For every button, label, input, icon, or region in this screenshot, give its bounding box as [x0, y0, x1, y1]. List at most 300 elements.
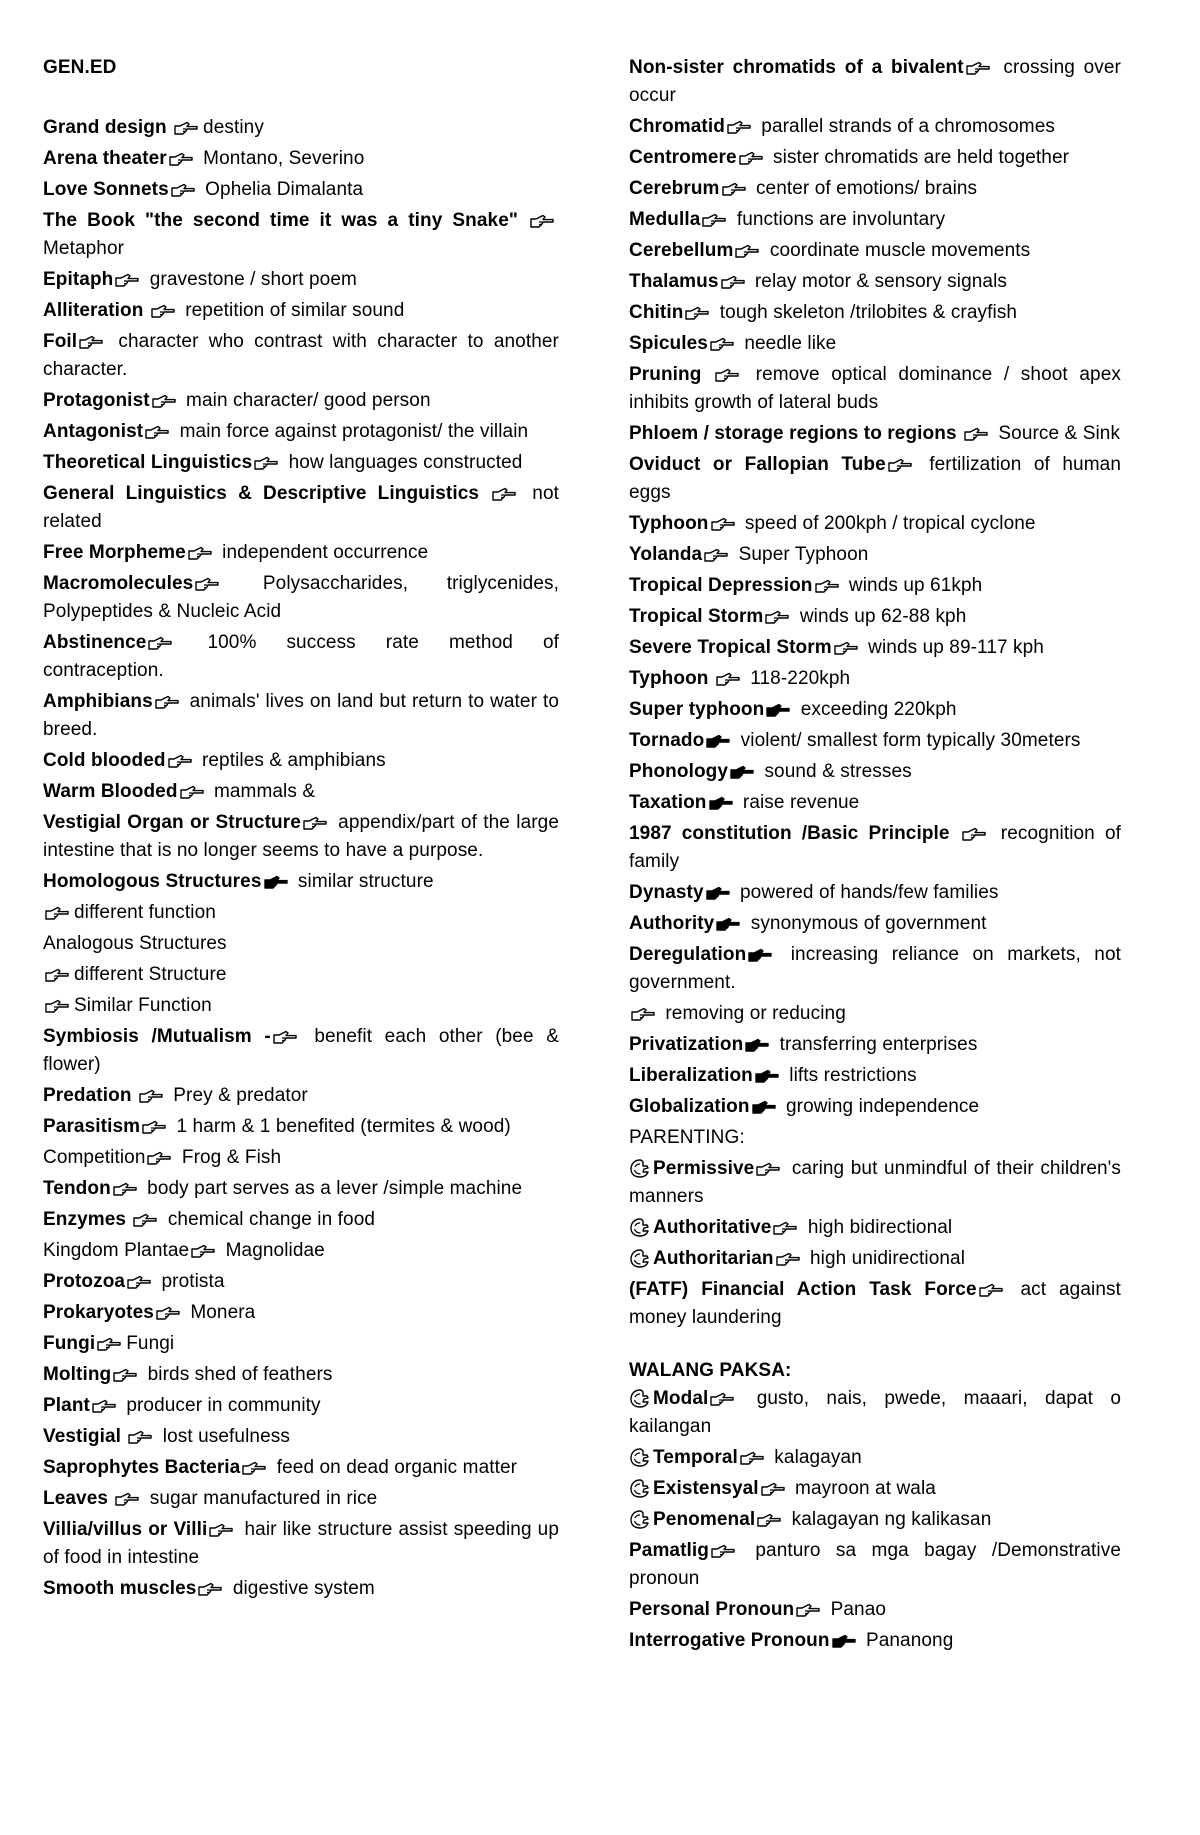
entry-term: Pruning: [629, 364, 714, 385]
pointing-hand-icon: [754, 1066, 780, 1084]
pointing-hand-icon: [701, 210, 727, 228]
entry-term: Severe Tropical Storm: [629, 637, 832, 658]
entry-definition: sister chromatids are held together: [767, 147, 1070, 168]
pointing-hand-icon: [715, 669, 741, 687]
glossary-entry: [629, 361, 1121, 417]
entry-definition: 1 harm & 1 benefited (termites & wood): [171, 1116, 511, 1137]
entry-definition: Ophelia Dimalanta: [199, 179, 364, 200]
entry-definition: appendix/part of the large intestine that is no longer seems to have a purpose.: [43, 812, 559, 861]
pointing-hand-icon: [887, 455, 913, 473]
glossary-entry: [43, 688, 559, 744]
entry-definition: winds up 61kph: [843, 575, 983, 596]
pointing-hand-icon: [720, 272, 746, 290]
glossary-entry: [629, 54, 1121, 110]
entry-term: Protozoa: [43, 1271, 126, 1292]
entry-definition: producer in community: [120, 1395, 321, 1416]
pointing-hand-icon: [961, 824, 987, 842]
entry-definition: mammals &: [208, 781, 316, 802]
entry-term: Competition: [43, 1147, 146, 1168]
entry-definition: repetition of similar sound: [179, 300, 405, 321]
pointing-hand-icon: [112, 1365, 138, 1383]
entry-definition: body part serves as a lever /simple machine: [141, 1178, 523, 1199]
pointing-hand-icon: [755, 1159, 781, 1177]
entry-term: Authoritative: [653, 1217, 772, 1238]
entry-term: Authoritarian: [653, 1248, 774, 1269]
entry-definition: relay motor & sensory signals: [749, 271, 1007, 292]
pointing-hand-icon: [772, 1218, 798, 1236]
glossary-entry: [43, 449, 559, 477]
glossary-entry: [43, 387, 559, 415]
glossary-entry: [43, 1082, 559, 1110]
pointing-hand-icon: [44, 903, 70, 921]
pointing-hand-icon: [132, 1210, 158, 1228]
entry-term: Molting: [43, 1364, 112, 1385]
entry-term: Chromatid: [629, 116, 725, 137]
entry-definition: raise revenue: [737, 792, 860, 813]
sub-point: [629, 1000, 1121, 1028]
glossary-entry: [629, 941, 1121, 997]
pointing-hand-icon: [709, 1389, 735, 1407]
glossary-entry: [43, 1268, 559, 1296]
entry-term: Typhoon: [629, 513, 709, 534]
pointing-hand-icon: [167, 751, 193, 769]
glossary-entry: [43, 207, 559, 263]
glossary-entry: [629, 879, 1121, 907]
glossary-entry: [43, 1237, 559, 1265]
pointing-hand-icon: [146, 1148, 172, 1166]
entry-definition: kalagayan: [768, 1447, 862, 1468]
pointing-hand-icon: [78, 332, 104, 350]
fancy-bullet-icon: [629, 1447, 651, 1467]
pointing-hand-icon: [738, 148, 764, 166]
sub-point-text: removing or reducing: [660, 1003, 846, 1024]
entry-term: Typhoon: [629, 668, 714, 689]
glossary-entry: [629, 634, 1121, 662]
glossary-entry: [43, 266, 559, 294]
entry-definition: not related: [43, 483, 559, 532]
entry-term: Taxation: [629, 792, 707, 813]
pointing-hand-icon: [44, 996, 70, 1014]
glossary-entry: [43, 297, 559, 325]
pointing-hand-icon: [756, 1510, 782, 1528]
entry-definition: Prey & predator: [167, 1085, 308, 1106]
glossary-entry: [43, 809, 559, 865]
pointing-hand-icon: [197, 1579, 223, 1597]
glossary-entry: [629, 510, 1121, 538]
entry-term: Permissive: [653, 1158, 755, 1179]
pointing-hand-icon: [168, 149, 194, 167]
entry-term: Globalization: [629, 1096, 750, 1117]
entry-term: Yolanda: [629, 544, 703, 565]
pointing-hand-icon: [630, 1004, 656, 1022]
plain-label-text: PARENTING:: [629, 1127, 745, 1148]
pointing-hand-icon: [253, 453, 279, 471]
entry-term: Grand design: [43, 117, 173, 138]
glossary-entry: [43, 1023, 559, 1079]
pointing-hand-icon: [147, 633, 173, 651]
pointing-hand-icon: [739, 1448, 765, 1466]
pointing-hand-icon: [187, 543, 213, 561]
entry-term: Authority: [629, 913, 715, 934]
left-column: [43, 54, 559, 1606]
entry-definition: birds shed of feathers: [142, 1364, 333, 1385]
glossary-entry: [629, 330, 1121, 358]
glossary-entry: [43, 1175, 559, 1203]
entry-definition: Montano, Severino: [197, 148, 365, 169]
glossary-entry: [629, 113, 1121, 141]
entry-definition: remove optical dominance / shoot apex inhibits growth of lateral buds: [629, 364, 1121, 413]
entry-term: Temporal: [653, 1447, 738, 1468]
entry-definition: digestive system: [227, 1578, 375, 1599]
glossary-entry: [43, 1392, 559, 1420]
entry-term: Vestigial: [43, 1426, 127, 1447]
glossary-entry: [629, 665, 1121, 693]
entry-definition: reptiles & amphibians: [196, 750, 386, 771]
entry-definition: parallel strands of a chromosomes: [755, 116, 1055, 137]
glossary-entry: [629, 1245, 1121, 1273]
entry-definition: violent/ smallest form typically 30meters: [735, 730, 1081, 751]
pointing-hand-icon: [705, 731, 731, 749]
pointing-hand-icon: [141, 1117, 167, 1135]
entry-definition: exceeding 220kph: [795, 699, 957, 720]
fancy-bullet-icon: [629, 1509, 651, 1529]
pointing-hand-icon: [173, 118, 199, 136]
fancy-bullet-icon: [629, 1388, 651, 1408]
glossary-entry: [43, 114, 559, 142]
pointing-hand-icon: [127, 1427, 153, 1445]
entry-term: Centromere: [629, 147, 737, 168]
pointing-hand-icon: [710, 514, 736, 532]
glossary-entry: [43, 570, 559, 626]
glossary-entry: [629, 1444, 1121, 1472]
entry-term: Vestigial Organ or Structure: [43, 812, 301, 833]
entry-term: Existensyal: [653, 1478, 759, 1499]
pointing-hand-icon: [814, 576, 840, 594]
entry-definition: powered of hands/few families: [734, 882, 999, 903]
entry-term: Fungi: [43, 1333, 96, 1354]
entry-term: Plant: [43, 1395, 90, 1416]
entry-definition: protista: [156, 1271, 225, 1292]
glossary-entry: [629, 727, 1121, 755]
entry-term: Protagonist: [43, 390, 150, 411]
entry-definition: character who contrast with character to another character.: [43, 331, 559, 380]
pointing-hand-icon: [114, 1489, 140, 1507]
pointing-hand-icon: [684, 303, 710, 321]
entry-term: Predation: [43, 1085, 137, 1106]
entry-definition: increasing reliance on markets, not government.: [629, 944, 1121, 993]
glossary-entry: [629, 1537, 1121, 1593]
entry-definition: 100% success rate method of contraception.: [43, 632, 559, 681]
entry-definition: caring but unmindful of their children's manners: [629, 1158, 1121, 1207]
entry-definition: growing independence: [780, 1096, 980, 1117]
entry-definition: sugar manufactured in rice: [144, 1488, 378, 1509]
entry-definition: sound & stresses: [759, 761, 912, 782]
entry-definition: Magnolidae: [220, 1240, 325, 1261]
entry-definition: transferring enterprises: [774, 1034, 978, 1055]
entry-term: The Book "the second time it was a tiny Snake": [43, 210, 528, 231]
entry-term: Foil: [43, 331, 78, 352]
entry-term: Phloem / storage regions to regions: [629, 423, 962, 444]
entry-definition: 118-220kph: [744, 668, 851, 689]
pointing-hand-icon: [112, 1179, 138, 1197]
pointing-hand-icon: [155, 1303, 181, 1321]
entry-term: Privatization: [629, 1034, 744, 1055]
entry-definition: animals' lives on land but return to water to breed.: [43, 691, 559, 740]
entry-term: Pamatlig: [629, 1540, 709, 1561]
entry-term: Tornado: [629, 730, 705, 751]
entry-definition: recognition of family: [629, 823, 1121, 872]
glossary-entry: [43, 539, 559, 567]
entry-term: Arena theater: [43, 148, 167, 169]
glossary-entry: [43, 480, 559, 536]
pointing-hand-icon: [208, 1520, 234, 1538]
pointing-hand-icon: [721, 179, 747, 197]
entry-definition: fertilization of human eggs: [629, 454, 1121, 503]
glossary-entry: [629, 1093, 1121, 1121]
pointing-hand-icon: [241, 1458, 267, 1476]
sub-point-text: Similar Function: [74, 995, 212, 1016]
glossary-entry: [629, 696, 1121, 724]
entry-term: Medulla: [629, 209, 701, 230]
entry-definition: coordinate muscle movements: [764, 240, 1031, 261]
glossary-entry: [43, 1144, 559, 1172]
entry-definition: lifts restrictions: [783, 1065, 917, 1086]
entry-definition: Polysaccharides, triglycenides, Polypeptides & Nucleic Acid: [43, 573, 559, 622]
pointing-hand-icon: [747, 945, 773, 963]
sub-point: [43, 899, 559, 927]
entry-term: Non-sister chromatids of a bivalent: [629, 57, 964, 78]
glossary-entry: [629, 420, 1121, 448]
entry-term: Tropical Storm: [629, 606, 764, 627]
entry-term: 1987 constitution /Basic Principle: [629, 823, 960, 844]
plain-label: [43, 930, 559, 958]
entry-term: General Linguistics & Descriptive Linguistics: [43, 483, 491, 504]
glossary-entry: [43, 1516, 559, 1572]
entry-term: Warm Blooded: [43, 781, 178, 802]
entry-definition: act against money laundering: [629, 1279, 1121, 1328]
entry-term: Abstinence: [43, 632, 147, 653]
glossary-entry: [629, 910, 1121, 938]
pointing-hand-icon: [194, 574, 220, 592]
pointing-hand-icon: [154, 692, 180, 710]
entry-definition: panturo sa mga bagay /Demonstrative pronoun: [629, 1540, 1121, 1589]
pointing-hand-icon: [170, 180, 196, 198]
entry-definition: chemical change in food: [162, 1209, 376, 1230]
entry-definition: speed of 200kph / tropical cyclone: [739, 513, 1036, 534]
entry-definition: crossing over occur: [629, 57, 1121, 106]
glossary-entry: [629, 144, 1121, 172]
glossary-entry: [43, 1485, 559, 1513]
entry-definition: winds up 62-88 kph: [794, 606, 967, 627]
glossary-entry: [43, 868, 559, 896]
entry-definition: main force against protagonist/ the villain: [174, 421, 529, 442]
entry-term: Thalamus: [629, 271, 719, 292]
entry-definition: Monera: [184, 1302, 256, 1323]
entry-term: Free Morpheme: [43, 542, 186, 563]
entry-definition: gravestone / short poem: [144, 269, 357, 290]
glossary-entry: [629, 268, 1121, 296]
glossary-entry: [629, 789, 1121, 817]
entry-definition: benefit each other (bee & flower): [43, 1026, 559, 1075]
entry-definition: Super Typhoon: [733, 544, 869, 565]
fancy-bullet-icon: [629, 1217, 651, 1237]
entry-definition: synonymous of government: [745, 913, 987, 934]
section-heading: GEN.ED: [43, 57, 117, 78]
glossary-entry: [629, 572, 1121, 600]
entry-definition: main character/ good person: [180, 390, 431, 411]
glossary-entry: [43, 1454, 559, 1482]
glossary-entry: [43, 176, 559, 204]
plain-label: [629, 1124, 1121, 1152]
glossary-entry: [629, 1031, 1121, 1059]
entry-term: Alliteration: [43, 300, 149, 321]
pointing-hand-icon: [715, 914, 741, 932]
pointing-hand-icon: [151, 391, 177, 409]
glossary-entry: [43, 1113, 559, 1141]
pointing-hand-icon: [91, 1396, 117, 1414]
glossary-entry: [629, 758, 1121, 786]
entry-definition: kalagayan ng kalikasan: [786, 1509, 992, 1530]
entry-definition: independent occurrence: [216, 542, 429, 563]
entry-definition: similar structure: [292, 871, 434, 892]
glossary-entry: [43, 328, 559, 384]
entry-term: Deregulation: [629, 944, 747, 965]
pointing-hand-icon: [760, 1479, 786, 1497]
glossary-entry: [629, 1155, 1121, 1211]
fancy-bullet-icon: [629, 1478, 651, 1498]
right-column: [629, 54, 1121, 1658]
glossary-entry: [43, 1330, 559, 1358]
entry-term: Leaves: [43, 1488, 114, 1509]
entry-definition: needle like: [738, 333, 837, 354]
entry-definition: winds up 89-117 kph: [862, 637, 1044, 658]
pointing-hand-icon: [44, 965, 70, 983]
entry-term: Dynasty: [629, 882, 704, 903]
entry-definition: high unidirectional: [804, 1248, 966, 1269]
glossary-entry: [43, 747, 559, 775]
entry-definition: high bidirectional: [802, 1217, 953, 1238]
pointing-hand-icon: [190, 1241, 216, 1259]
sub-point-text: different function: [74, 902, 216, 923]
entry-term: (FATF) Financial Action Task Force: [629, 1279, 977, 1300]
entry-definition: Metaphor: [43, 238, 125, 259]
pointing-hand-icon: [709, 334, 735, 352]
plain-label-text: Analogous Structures: [43, 933, 227, 954]
pointing-hand-icon: [963, 424, 989, 442]
glossary-entry: [629, 1276, 1121, 1332]
pointing-hand-icon: [734, 241, 760, 259]
glossary-entry: [629, 1475, 1121, 1503]
pointing-hand-icon: [765, 700, 791, 718]
entry-term: Parasitism: [43, 1116, 141, 1137]
sub-point: [43, 992, 559, 1020]
entry-definition: functions are involuntary: [731, 209, 946, 230]
pointing-hand-icon: [529, 211, 555, 229]
pointing-hand-icon: [144, 422, 170, 440]
entry-definition: Panao: [825, 1599, 887, 1620]
glossary-entry: [629, 603, 1121, 631]
entry-definition: tough skeleton /trilobites & crayfish: [714, 302, 1018, 323]
glossary-entry: [43, 145, 559, 173]
entry-term: Villia/villus or Villi: [43, 1519, 208, 1540]
fancy-bullet-icon: [629, 1158, 651, 1178]
entry-term: Enzymes: [43, 1209, 132, 1230]
entry-term: Penomenal: [653, 1509, 756, 1530]
glossary-entry: [629, 175, 1121, 203]
pointing-hand-icon: [491, 484, 517, 502]
entry-term: Spicules: [629, 333, 708, 354]
glossary-entry: [43, 1575, 559, 1603]
pointing-hand-icon: [703, 545, 729, 563]
pointing-hand-icon: [96, 1334, 122, 1352]
entry-definition: how languages constructed: [283, 452, 523, 473]
pointing-hand-icon: [263, 872, 289, 890]
entry-definition: Fungi: [126, 1333, 175, 1354]
entry-term: Love Sonnets: [43, 179, 169, 200]
pointing-hand-icon: [126, 1272, 152, 1290]
pointing-hand-icon: [272, 1027, 298, 1045]
entry-definition: destiny: [203, 117, 264, 138]
section-heading: WALANG PAKSA:: [629, 1360, 792, 1381]
glossary-entry: [629, 820, 1121, 876]
glossary-entry: [43, 1206, 559, 1234]
entry-definition: gusto, nais, pwede, maaari, dapat o kailangan: [629, 1388, 1121, 1437]
pointing-hand-icon: [775, 1249, 801, 1267]
entry-term: Oviduct or Fallopian Tube: [629, 454, 886, 475]
pointing-hand-icon: [764, 607, 790, 625]
pointing-hand-icon: [179, 782, 205, 800]
pointing-hand-icon: [978, 1280, 1004, 1298]
glossary-entry: [629, 1596, 1121, 1624]
entry-term: Saprophytes Bacteria: [43, 1457, 241, 1478]
pointing-hand-icon: [705, 883, 731, 901]
entry-term: Kingdom Plantae: [43, 1240, 190, 1261]
entry-definition: mayroon at wala: [789, 1478, 936, 1499]
glossary-entry: [629, 237, 1121, 265]
pointing-hand-icon: [710, 1541, 736, 1559]
entry-term: Chitin: [629, 302, 684, 323]
pointing-hand-icon: [744, 1035, 770, 1053]
glossary-entry: [629, 1385, 1121, 1441]
entry-term: Cerebellum: [629, 240, 734, 261]
glossary-entry: [629, 299, 1121, 327]
pointing-hand-icon: [833, 638, 859, 656]
pointing-hand-icon: [302, 813, 328, 831]
entry-term: Cold blooded: [43, 750, 166, 771]
pointing-hand-icon: [795, 1600, 821, 1618]
pointing-hand-icon: [965, 58, 991, 76]
entry-term: Super typhoon: [629, 699, 765, 720]
entry-definition: feed on dead organic matter: [271, 1457, 518, 1478]
pointing-hand-icon: [729, 762, 755, 780]
entry-term: Phonology: [629, 761, 729, 782]
entry-definition: center of emotions/ brains: [750, 178, 978, 199]
entry-term: Epitaph: [43, 269, 114, 290]
entry-term: Smooth muscles: [43, 1578, 197, 1599]
pointing-hand-icon: [114, 270, 140, 288]
glossary-entry: [43, 1361, 559, 1389]
entry-term: Tropical Depression: [629, 575, 813, 596]
entry-definition: hair like structure assist speeding up of food in intestine: [43, 1519, 560, 1568]
entry-term: Liberalization: [629, 1065, 753, 1086]
glossary-entry: [629, 451, 1121, 507]
entry-term: Amphibians: [43, 691, 153, 712]
glossary-entry: [629, 1062, 1121, 1090]
entry-term: Symbiosis /Mutualism -: [43, 1026, 271, 1047]
entry-term: Antagonist: [43, 421, 144, 442]
pointing-hand-icon: [726, 117, 752, 135]
entry-term: Prokaryotes: [43, 1302, 154, 1323]
